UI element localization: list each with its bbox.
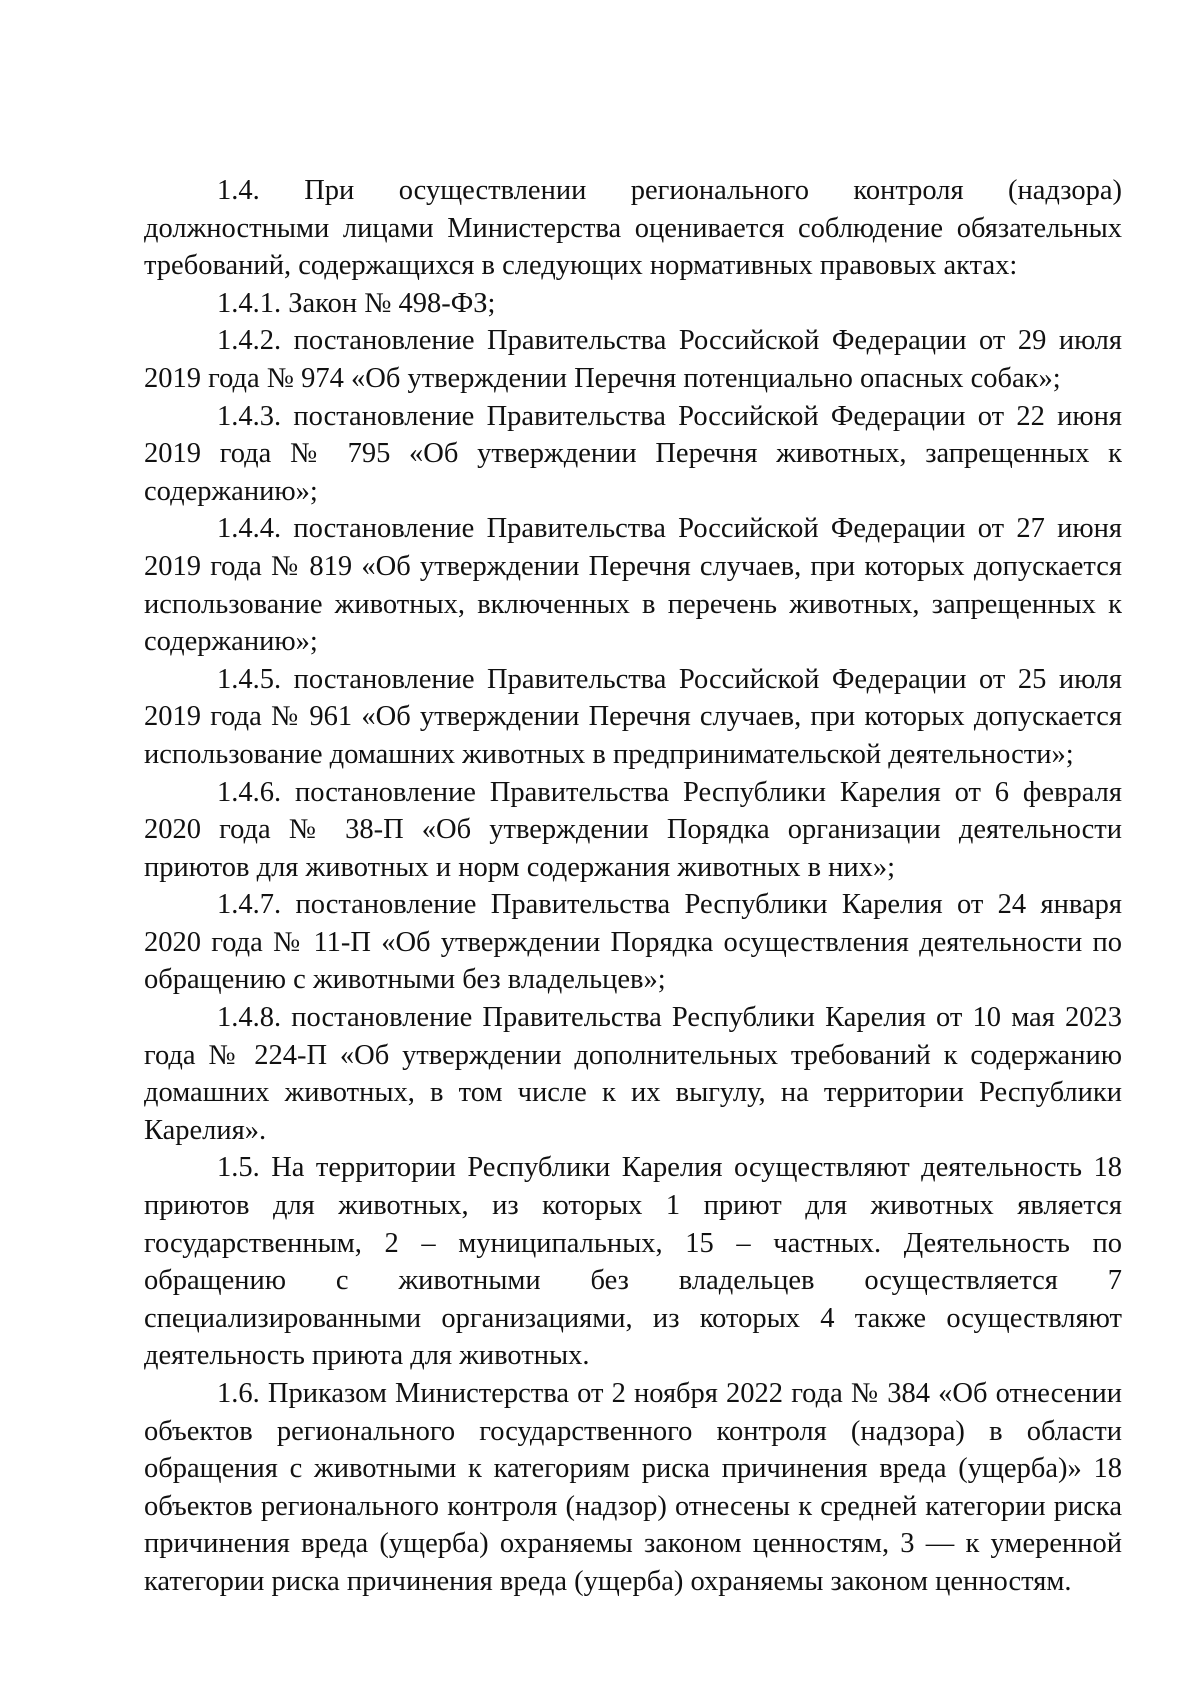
paragraph-1-4-6: 1.4.6. постановление Правительства Республики Карелия от 6 февраля 2020 года № 38-П «Об утверждении Порядка организации деятельности приютов для животных и норм содержания животных в них»; [144,776,1122,883]
paragraph-1-4-5: 1.4.5. постановление Правительства Российской Федерации от 25 июля 2019 года № 961 «Об утверждении Перечня случаев, при которых допускается использование домашних животных в предпринимательской деятельности»; [144,663,1122,770]
paragraph-1-4-2: 1.4.2. постановление Правительства Российской Федерации от 29 июля 2019 года № 974 «Об утверждении Перечня потенциально опасных собак»; [144,325,1122,394]
paragraph-1-4-3: 1.4.3. постановление Правительства Российской Федерации от 22 июня 2019 года № 795 «Об утверждении Перечня животных, запрещенных к содержанию»; [144,400,1122,507]
document-body [144,172,1122,1601]
paragraph-1-6: 1.6. Приказом Министерства от 2 ноября 2022 года № 384 «Об отнесении объектов регионального государственного контроля (надзора) в области обращения с животными к категориям риска причинения вреда (ущерба)» 18 объектов регионального контроля (надзор) отнесены к средней категории риска причинения вреда (ущерба) охраняемы законом ценностям, 3 — к умеренной категории риска причинения вреда (ущерба) охраняемы законом ценностям. [144,1378,1122,1597]
paragraph-1-4-8: 1.4.8. постановление Правительства Республики Карелия от 10 мая 2023 года № 224-П «Об утверждении дополнительных требований к содержанию домашних животных, в том числе к их выгулу, на территории Республики Карелия». [144,1002,1122,1146]
paragraph-1-4-7: 1.4.7. постановление Правительства Республики Карелия от 24 января 2020 года № 11-П «Об утверждении Порядка осуществления деятельности по обращению с животными без владельцев»; [144,889,1122,996]
paragraph-1-4-4: 1.4.4. постановление Правительства Российской Федерации от 27 июня 2019 года № 819 «Об утверждении Перечня случаев, при которых допускается использование животных, включенных в перечень животных, запрещенных к содержанию»; [144,513,1122,658]
paragraph-1-4: 1.4. При осуществлении регионального контроля (надзора) должностными лицами Министерства оценивается соблюдение обязательных требований, содержащихся в следующих нормативных правовых актах: [144,175,1122,282]
paragraph-1-4-1: 1.4.1. Закон № 498-ФЗ; [217,287,496,319]
paragraph-1-5: 1.5. На территории Республики Карелия осуществляют деятельность 18 приютов для животных, из которых 1 приют для животных является государственным, 2 – муниципальных, 15 – частных. Деятельность по обращению с животными без владельцев осуществляется 7 специализированными организациями, из которых 4 также осуществляют деятельность приюта для животных. [144,1152,1122,1372]
